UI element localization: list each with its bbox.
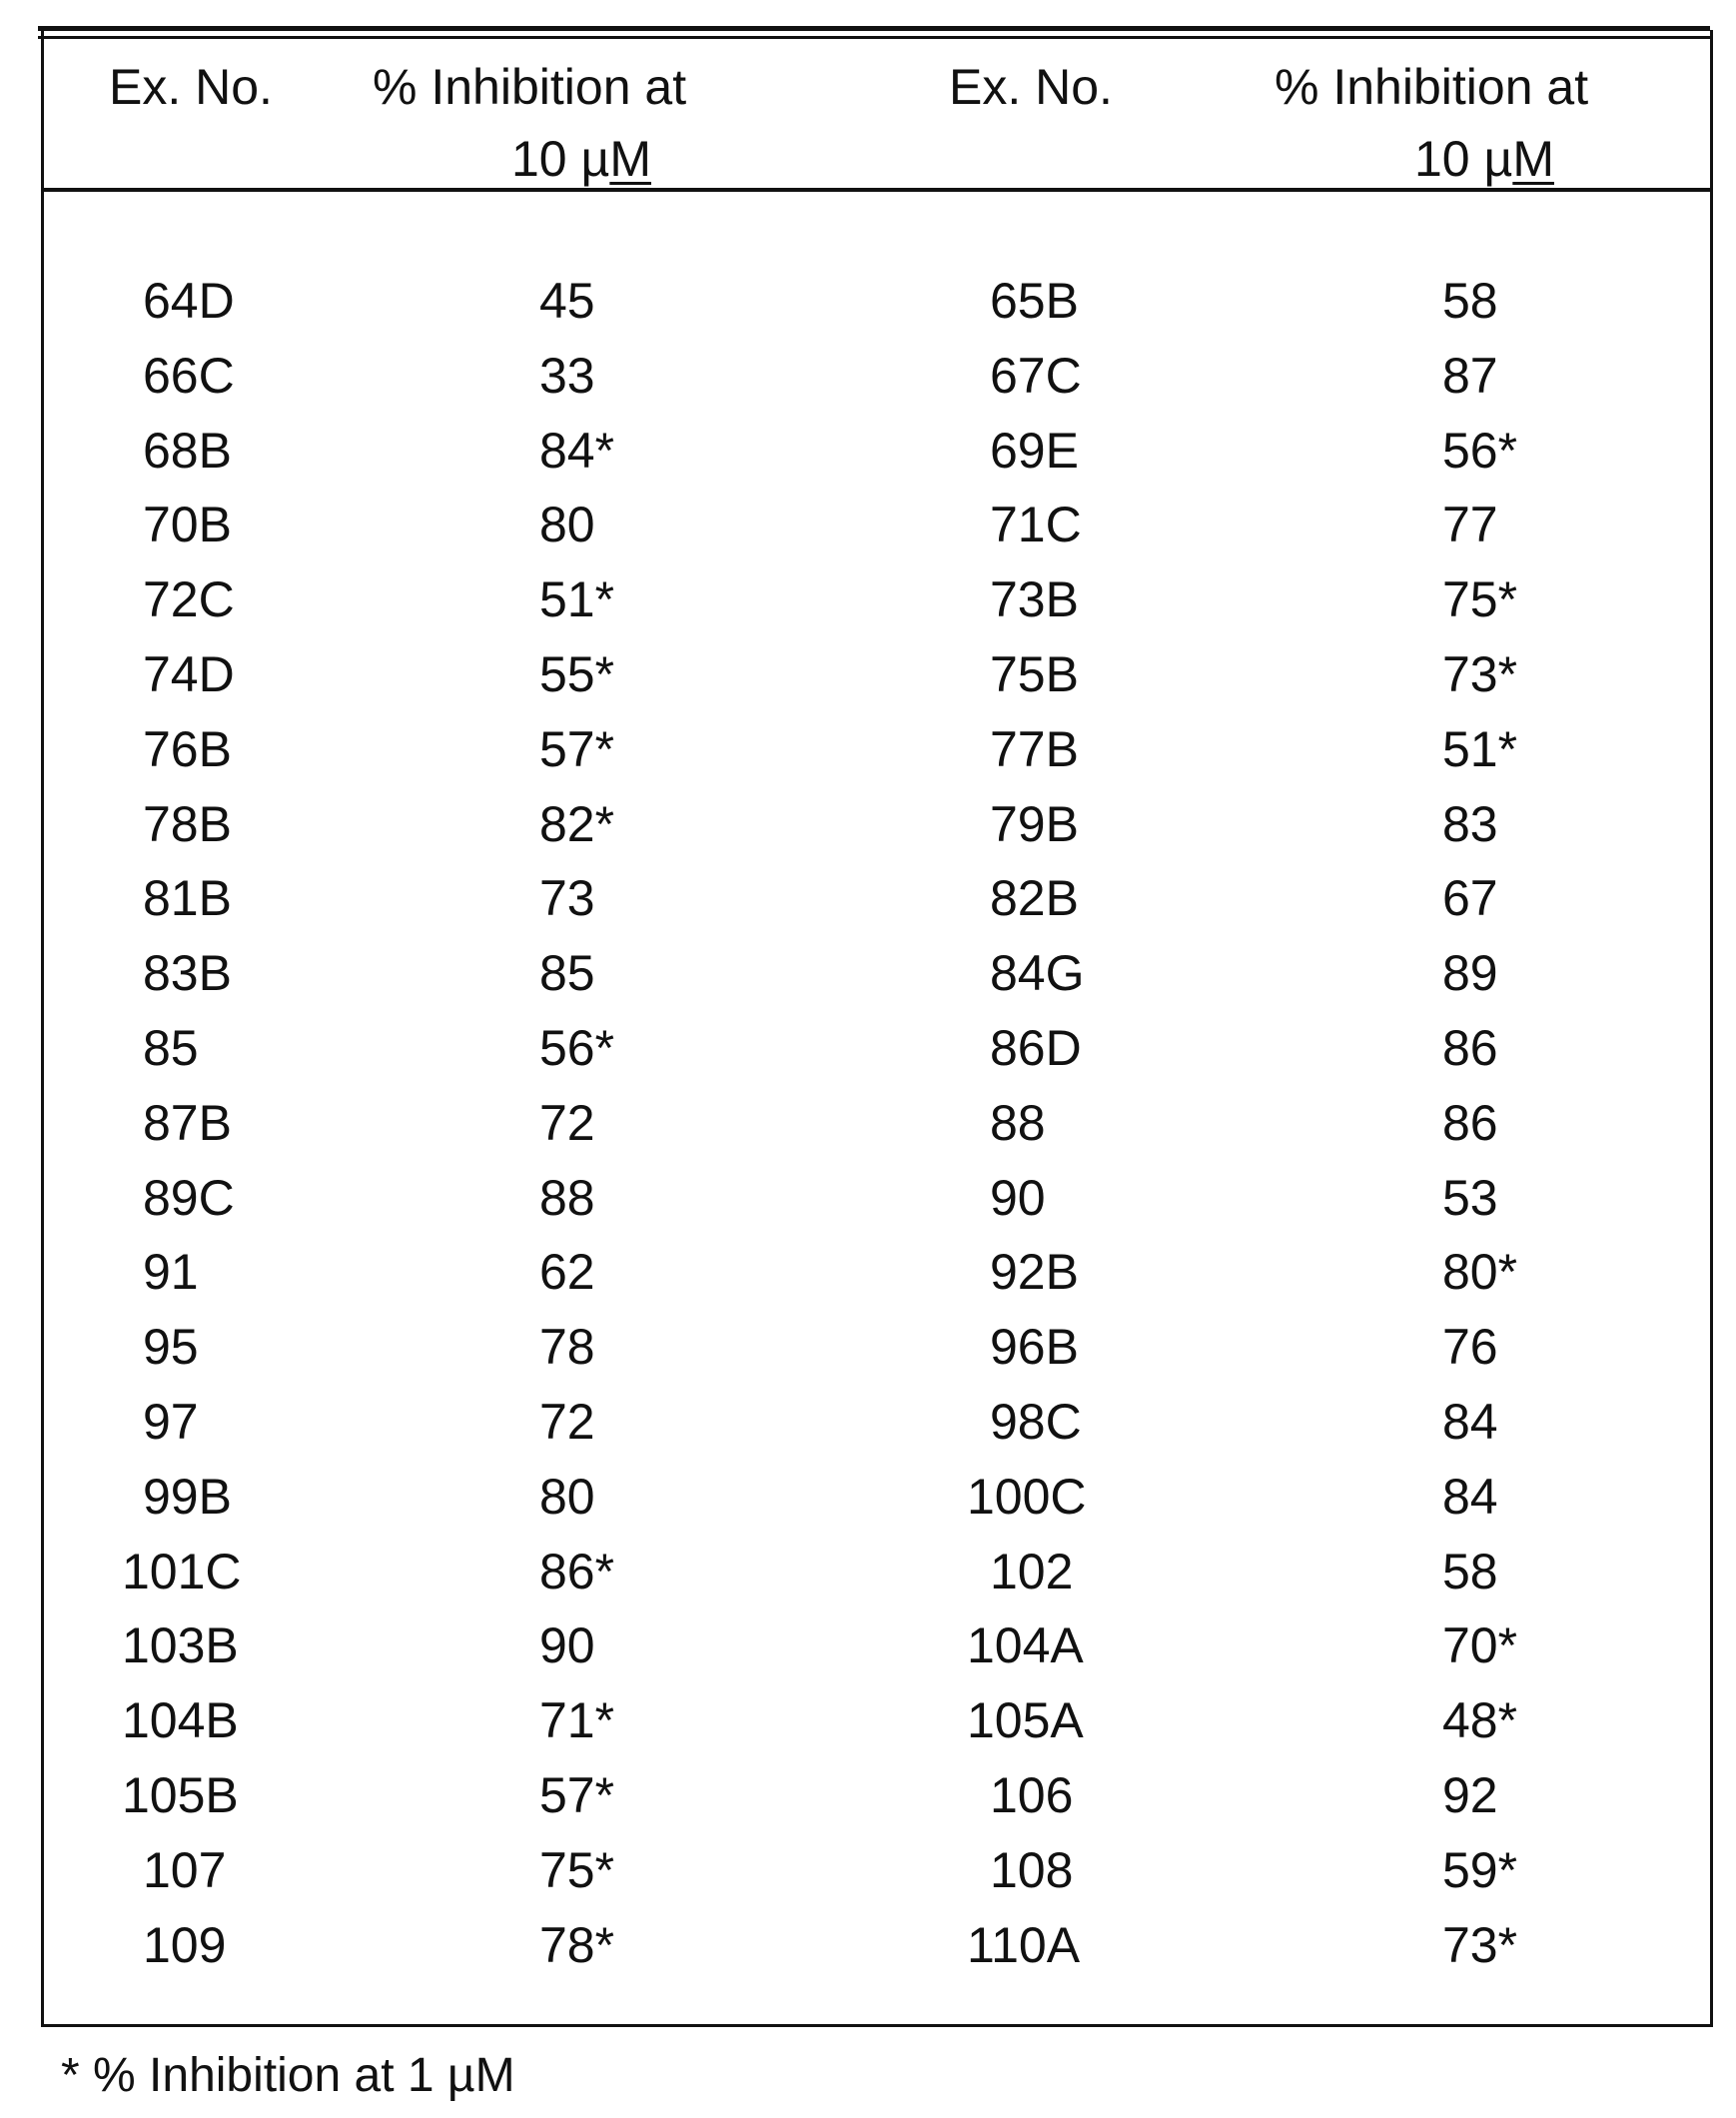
example-number-cell: 82B	[990, 873, 1079, 923]
inhibition-value-cell: 83	[1442, 799, 1498, 849]
example-number-cell: 97	[143, 1397, 199, 1447]
example-number-cell: 74D	[143, 649, 235, 699]
example-number-cell: 101C	[122, 1547, 242, 1596]
inhibition-value-cell: 84	[1442, 1472, 1498, 1522]
inhibition-value-cell: 86	[1442, 1098, 1498, 1148]
header-inhibition-left: % Inhibition at	[373, 62, 686, 112]
example-number-cell: 110A	[967, 1920, 1080, 1970]
example-number-cell: 98C	[990, 1397, 1082, 1447]
header-inhibition-unit-left: 10 µM	[511, 134, 651, 184]
example-number-cell: 64D	[143, 276, 235, 326]
example-number-cell: 73B	[990, 574, 1079, 624]
example-number-cell: 104A	[967, 1620, 1084, 1670]
inhibition-value-cell: 80	[539, 1472, 595, 1522]
inhibition-value-cell: 53	[1442, 1173, 1498, 1223]
inhibition-value-cell: 33	[539, 351, 595, 401]
inhibition-value-cell: 90	[539, 1620, 595, 1670]
inhibition-value-cell: 67	[1442, 873, 1498, 923]
example-number-cell: 84G	[990, 948, 1085, 998]
example-number-cell: 72C	[143, 574, 235, 624]
inhibition-value-cell: 80*	[1442, 1247, 1517, 1297]
inhibition-value-cell: 51*	[1442, 724, 1517, 774]
example-number-cell: 92B	[990, 1247, 1079, 1297]
example-number-cell: 71C	[990, 500, 1082, 549]
inhibition-value-cell: 73	[539, 873, 595, 923]
inhibition-value-cell: 48*	[1442, 1695, 1517, 1745]
example-number-cell: 79B	[990, 799, 1079, 849]
example-number-cell: 78B	[143, 799, 232, 849]
inhibition-value-cell: 58	[1442, 1547, 1498, 1596]
example-number-cell: 103B	[122, 1620, 239, 1670]
footnote: * % Inhibition at 1 µM	[61, 2048, 515, 2103]
example-number-cell: 107	[143, 1845, 226, 1895]
example-number-cell: 102	[990, 1547, 1073, 1596]
example-number-cell: 90	[990, 1173, 1046, 1223]
example-number-cell: 75B	[990, 649, 1079, 699]
inhibition-value-cell: 72	[539, 1098, 595, 1148]
example-number-cell: 106	[990, 1770, 1073, 1820]
example-number-cell: 100C	[967, 1472, 1087, 1522]
inhibition-value-cell: 84*	[539, 426, 614, 476]
example-number-cell: 105A	[967, 1695, 1084, 1745]
example-number-cell: 77B	[990, 724, 1079, 774]
example-number-cell: 68B	[143, 426, 232, 476]
inhibition-value-cell: 92	[1442, 1770, 1498, 1820]
example-number-cell: 65B	[990, 276, 1079, 326]
inhibition-value-cell: 58	[1442, 276, 1498, 326]
inhibition-value-cell: 78*	[539, 1920, 614, 1970]
inhibition-value-cell: 82*	[539, 799, 614, 849]
example-number-cell: 70B	[143, 500, 232, 549]
inhibition-value-cell: 71*	[539, 1695, 614, 1745]
inhibition-value-cell: 86	[1442, 1023, 1498, 1073]
example-number-cell: 96B	[990, 1322, 1079, 1372]
example-number-cell: 99B	[143, 1472, 232, 1522]
example-number-cell: 89C	[143, 1173, 235, 1223]
example-number-cell: 69E	[990, 426, 1079, 476]
inhibition-value-cell: 73*	[1442, 649, 1517, 699]
inhibition-value-cell: 88	[539, 1173, 595, 1223]
example-number-cell: 87B	[143, 1098, 232, 1148]
inhibition-value-cell: 75*	[539, 1845, 614, 1895]
example-number-cell: 105B	[122, 1770, 239, 1820]
inhibition-value-cell: 56*	[539, 1023, 614, 1073]
example-number-cell: 76B	[143, 724, 232, 774]
example-number-cell: 91	[143, 1247, 199, 1297]
inhibition-value-cell: 62	[539, 1247, 595, 1297]
header-ex-no-right: Ex. No.	[949, 62, 1113, 112]
inhibition-value-cell: 80	[539, 500, 595, 549]
inhibition-value-cell: 77	[1442, 500, 1498, 549]
example-number-cell: 109	[143, 1920, 226, 1970]
inhibition-value-cell: 75*	[1442, 574, 1517, 624]
example-number-cell: 95	[143, 1322, 199, 1372]
inhibition-value-cell: 55*	[539, 649, 614, 699]
inhibition-value-cell: 85	[539, 948, 595, 998]
header-inhibition-right: % Inhibition at	[1275, 62, 1588, 112]
inhibition-value-cell: 57*	[539, 1770, 614, 1820]
inhibition-value-cell: 73*	[1442, 1920, 1517, 1970]
inhibition-value-cell: 56*	[1442, 426, 1517, 476]
inhibition-value-cell: 84	[1442, 1397, 1498, 1447]
example-number-cell: 86D	[990, 1023, 1082, 1073]
inhibition-value-cell: 57*	[539, 724, 614, 774]
inhibition-value-cell: 72	[539, 1397, 595, 1447]
header-inhibition-unit-right: 10 µM	[1414, 134, 1554, 184]
inhibition-value-cell: 78	[539, 1322, 595, 1372]
example-number-cell: 67C	[990, 351, 1082, 401]
example-number-cell: 83B	[143, 948, 232, 998]
inhibition-value-cell: 70*	[1442, 1620, 1517, 1670]
inhibition-value-cell: 45	[539, 276, 595, 326]
inhibition-value-cell: 87	[1442, 351, 1498, 401]
inhibition-value-cell: 51*	[539, 574, 614, 624]
inhibition-value-cell: 86*	[539, 1547, 614, 1596]
example-number-cell: 85	[143, 1023, 199, 1073]
header-rule	[41, 188, 1710, 192]
header-ex-no-left: Ex. No.	[109, 62, 273, 112]
inhibition-value-cell: 76	[1442, 1322, 1498, 1372]
example-number-cell: 66C	[143, 351, 235, 401]
example-number-cell: 88	[990, 1098, 1046, 1148]
inhibition-value-cell: 89	[1442, 948, 1498, 998]
example-number-cell: 104B	[122, 1695, 239, 1745]
example-number-cell: 108	[990, 1845, 1073, 1895]
inhibition-value-cell: 59*	[1442, 1845, 1517, 1895]
example-number-cell: 81B	[143, 873, 232, 923]
